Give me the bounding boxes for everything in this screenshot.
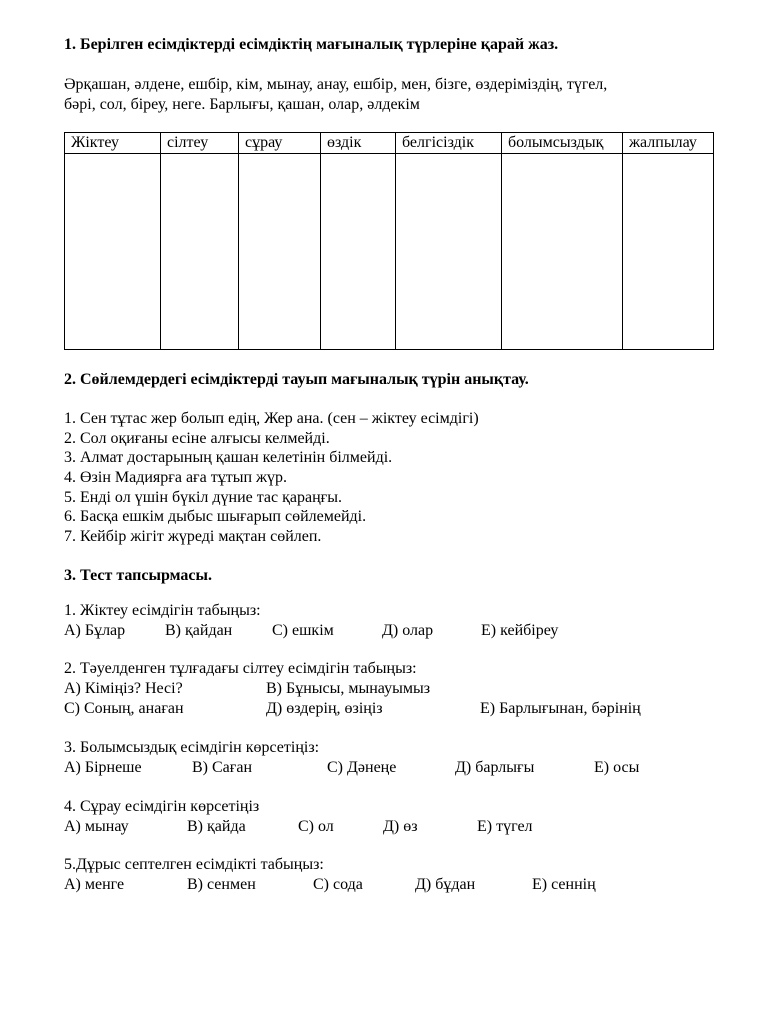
table-header-row <box>65 133 714 154</box>
answer-cell[interactable] <box>623 154 714 350</box>
header-cell-bolymsyzdyk: болымсыздық <box>502 133 623 154</box>
sentence-item: 4. Өзін Мадиярға аға тұтып жүр. <box>64 469 288 486</box>
header-cell-surau: сұрау <box>239 133 321 154</box>
answer-cell[interactable] <box>321 154 396 350</box>
q3-option-b[interactable]: В) Саған <box>192 759 252 776</box>
section1-heading: 1. Берілген есімдіктерді есімдіктің мағыналық түрлеріне қарай жаз. <box>64 36 559 53</box>
q1-option-c[interactable]: С) ешкім <box>272 622 334 639</box>
sentence-item: 7. Кейбір жігіт жүреді мақтан сөйлеп. <box>64 528 322 545</box>
header-cell-belgisizdik: белгісіздік <box>396 133 502 154</box>
question-4: 4. Сұрау есімдігін көрсетіңіз <box>64 798 260 815</box>
word-list-line-1: Әрқашан, әлдене, ешбір, кім, мынау, анау, ешбір, мен, бізге, өздеріміздің, түгел, <box>64 76 608 93</box>
q1-option-e[interactable]: Е) кейбіреу <box>481 622 559 639</box>
q2-option-a[interactable]: А) Кіміңіз? Несі? <box>64 680 183 697</box>
sentence-item: 2. Сол оқиғаны есіне алғысы келмейді. <box>64 430 330 447</box>
question-3: 3. Болымсыздық есімдігін көрсетіңіз: <box>64 739 320 756</box>
q4-option-a[interactable]: А) мынау <box>64 818 129 835</box>
question-2: 2. Тәуелденген тұлғадағы сілтеу есімдігін табыңыз: <box>64 660 417 677</box>
q5-option-c[interactable]: С) сода <box>313 876 363 893</box>
q2-option-b[interactable]: В) Бұнысы, мынауымыз <box>266 680 431 697</box>
question-5: 5.Дұрыс септелген есімдікті табыңыз: <box>64 856 324 873</box>
question-1: 1. Жіктеу есімдігін табыңыз: <box>64 602 261 619</box>
answer-cell[interactable] <box>239 154 321 350</box>
sentence-item: 6. Басқа ешкім дыбыс шығарып сөйлемейді. <box>64 508 367 525</box>
q3-option-a[interactable]: А) Бірнеше <box>64 759 142 776</box>
table-answer-row <box>65 154 714 350</box>
section3-heading: 3. Тест тапсырмасы. <box>64 567 213 584</box>
q1-option-b[interactable]: В) қайдан <box>165 622 233 639</box>
q1-option-d[interactable]: Д) олар <box>382 622 434 639</box>
q2-option-e[interactable]: Е) Барлығынан, бәрінің <box>480 700 641 717</box>
q5-option-b[interactable]: В) сенмен <box>187 876 256 893</box>
q3-option-c[interactable]: С) Дәнеңе <box>327 759 397 776</box>
header-cell-zhalpylau: жалпылау <box>623 133 714 154</box>
q3-option-e[interactable]: Е) осы <box>594 759 640 776</box>
q1-option-a[interactable]: А) Бұлар <box>64 622 126 639</box>
classification-table <box>64 132 714 350</box>
q4-option-c[interactable]: С) ол <box>298 818 334 835</box>
q5-option-e[interactable]: Е) сеннің <box>532 876 596 893</box>
q4-option-e[interactable]: Е) түгел <box>477 818 533 835</box>
q4-option-d[interactable]: Д) өз <box>383 818 418 835</box>
header-cell-silteu: сілтеу <box>161 133 239 154</box>
q5-option-d[interactable]: Д) бұдан <box>415 876 476 893</box>
sentence-item: 1. Сен тұтас жер болып едің, Жер ана. (сен – жіктеу есімдігі) <box>64 410 479 427</box>
sentence-item: 5. Енді ол үшін бүкіл дүние тас қараңғы. <box>64 489 342 506</box>
sentence-item: 3. Алмат достарының қашан келетінін білмейді. <box>64 449 393 466</box>
answer-cell[interactable] <box>502 154 623 350</box>
header-cell-zhikteu: Жіктеу <box>65 133 161 154</box>
section2-heading: 2. Сөйлемдердегі есімдіктерді тауып мағыналық түрін анықтау. <box>64 371 529 388</box>
q2-option-d[interactable]: Д) өздерің, өзіңіз <box>266 700 383 717</box>
q5-option-a[interactable]: А) менге <box>64 876 125 893</box>
q3-option-d[interactable]: Д) барлығы <box>455 759 535 776</box>
answer-cell[interactable] <box>161 154 239 350</box>
answer-cell[interactable] <box>396 154 502 350</box>
answer-cell[interactable] <box>65 154 161 350</box>
q4-option-b[interactable]: В) қайда <box>187 818 246 835</box>
word-list-line-2: бәрі, сол, біреу, неге. Барлығы, қашан, олар, әлдекім <box>64 96 420 113</box>
q2-option-c[interactable]: С) Соның, анаған <box>64 700 184 717</box>
header-cell-ozdik: өздік <box>321 133 396 154</box>
